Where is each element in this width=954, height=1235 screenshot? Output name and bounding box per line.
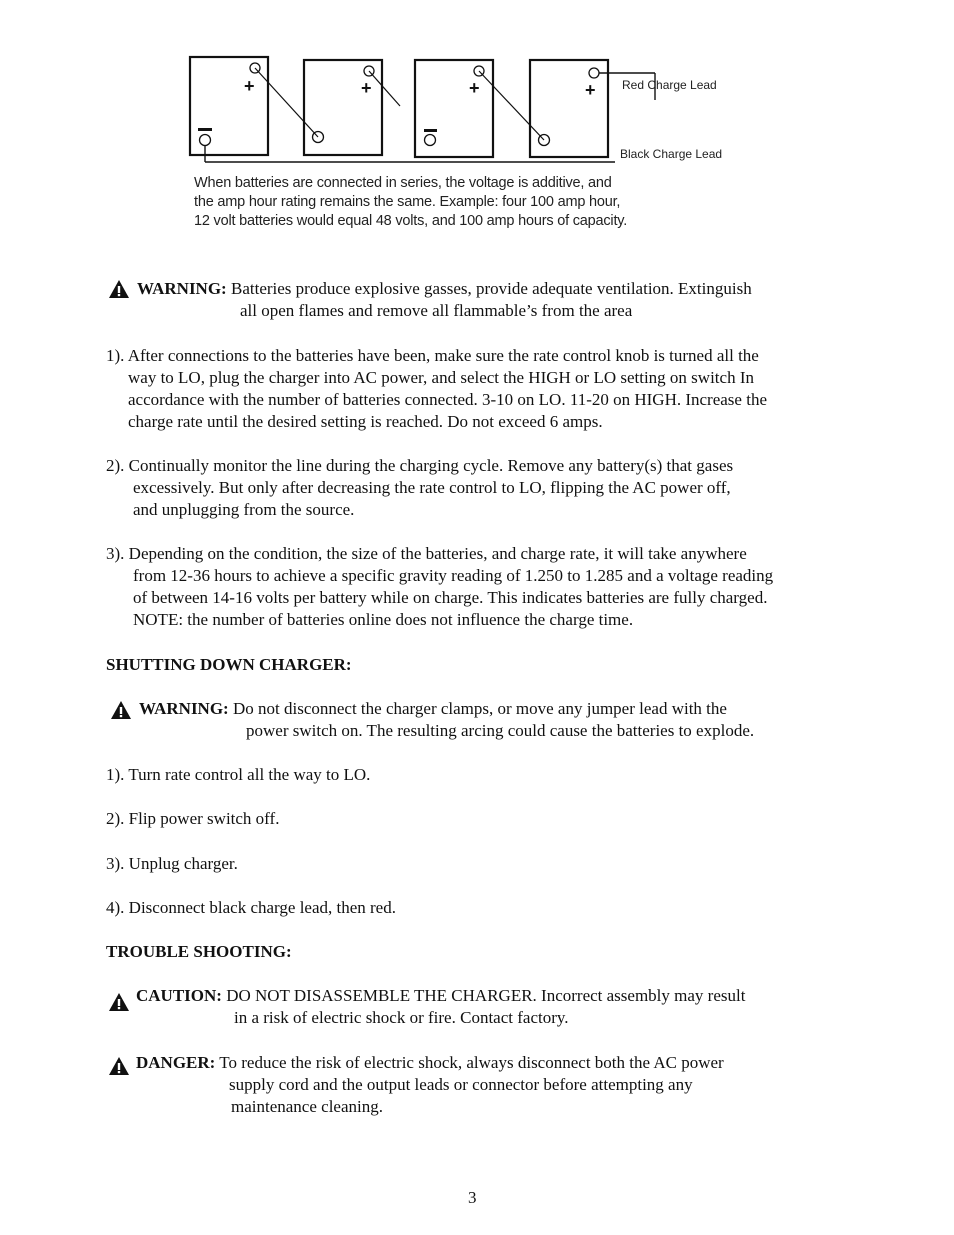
shutdown-step-4: 4). Disconnect black charge lead, then red. xyxy=(106,898,396,917)
battery-3 xyxy=(415,60,493,157)
warning-triangle-icon xyxy=(108,992,130,1012)
heading-trouble-shooting: TROUBLE SHOOTING: xyxy=(106,942,292,961)
svg-text:+: + xyxy=(585,80,596,100)
step-1-line-1: 1). After connections to the batteries have been, make sure the rate control knob is turned all the xyxy=(106,346,759,365)
warning-text: Do not disconnect the charger clamps, or move any jumper lead with the xyxy=(228,699,727,718)
red-charge-lead-label: Red Charge Lead xyxy=(622,78,717,92)
warning-2-line-2: power switch on. The resulting arcing could cause the batteries to explode. xyxy=(246,721,755,740)
step-3-line-3: of between 14-16 volts per battery while on charge. This indicates batteries are fully charged. xyxy=(133,588,768,607)
black-charge-lead-label: Black Charge Lead xyxy=(620,147,723,161)
step-2-line-1: 2). Continually monitor the line during the charging cycle. Remove any battery(s) that gases xyxy=(106,456,734,475)
battery-4 xyxy=(530,60,608,157)
svg-text:+: + xyxy=(469,78,480,98)
step-1-line-4: charge rate until the desired setting is reached. Do not exceed 6 amps. xyxy=(128,412,603,431)
battery-2 xyxy=(304,60,382,155)
danger-text: To reduce the risk of electric shock, always disconnect both the AC power xyxy=(215,1053,724,1072)
caption-line: the amp hour rating remains the same. Example: four 100 amp hour, xyxy=(194,194,621,210)
warning-triangle-icon xyxy=(108,279,130,299)
warning-triangle-icon xyxy=(110,700,132,720)
danger xyxy=(136,1052,724,1074)
warning-text: Batteries produce explosive gasses, provide adequate ventilation. Extinguish xyxy=(226,279,752,298)
caution-line-2: in a risk of electric shock or fire. Contact factory. xyxy=(234,1008,569,1027)
shutdown-step-1: 1). Turn rate control all the way to LO. xyxy=(106,765,371,784)
shutdown-step-2: 2). Flip power switch off. xyxy=(106,809,280,828)
step-2-line-2: excessively. But only after decreasing the rate control to LO, flipping the AC power off, xyxy=(133,478,731,497)
warning-2 xyxy=(139,698,727,720)
caution xyxy=(136,985,745,1007)
caption-line: 12 volt batteries would equal 48 volts, and 100 amp hours of capacity. xyxy=(194,213,628,229)
warning-label: WARNING: xyxy=(139,699,229,718)
caution-text: DO NOT DISASSEMBLE THE CHARGER. Incorrect assembly may result xyxy=(221,986,746,1005)
step-1-line-2: way to LO, plug the charger into AC power, and select the HIGH or LO setting on switch In xyxy=(128,368,754,387)
danger-line-2: supply cord and the output leads or connector before attempting any xyxy=(229,1075,693,1094)
step-2-line-3: and unplugging from the source. xyxy=(133,500,355,519)
danger-label: DANGER: xyxy=(136,1053,216,1072)
diagram-caption xyxy=(194,174,627,231)
battery-1 xyxy=(190,57,268,155)
caution-label: CAUTION: xyxy=(136,986,222,1005)
step-3-line-2: from 12-36 hours to achieve a specific gravity reading of 1.250 to 1.285 and a voltage reading xyxy=(133,566,774,585)
warning-triangle-icon xyxy=(108,1056,130,1076)
step-3-line-1: 3). Depending on the condition, the size of the batteries, and charge rate, it will take anywhere xyxy=(106,544,747,563)
step-1-line-3: accordance with the number of batteries connected. 3-10 on LO. 11-20 on HIGH. Increase the xyxy=(128,390,767,409)
page-number: 3 xyxy=(468,1188,477,1207)
warning-label: WARNING: xyxy=(137,279,227,298)
danger-line-3: maintenance cleaning. xyxy=(231,1097,383,1116)
caption-line: When batteries are connected in series, the voltage is additive, and xyxy=(194,175,612,191)
heading-shutting-down: SHUTTING DOWN CHARGER: xyxy=(106,655,352,674)
warning-1-line-2: all open flames and remove all flammable’s from the area xyxy=(240,301,633,320)
step-3-line-4: NOTE: the number of batteries online does not influence the charge time. xyxy=(133,610,634,629)
warning-1 xyxy=(137,278,752,300)
shutdown-step-3: 3). Unplug charger. xyxy=(106,854,238,873)
svg-text:+: + xyxy=(244,76,255,96)
svg-text:+: + xyxy=(361,78,372,98)
